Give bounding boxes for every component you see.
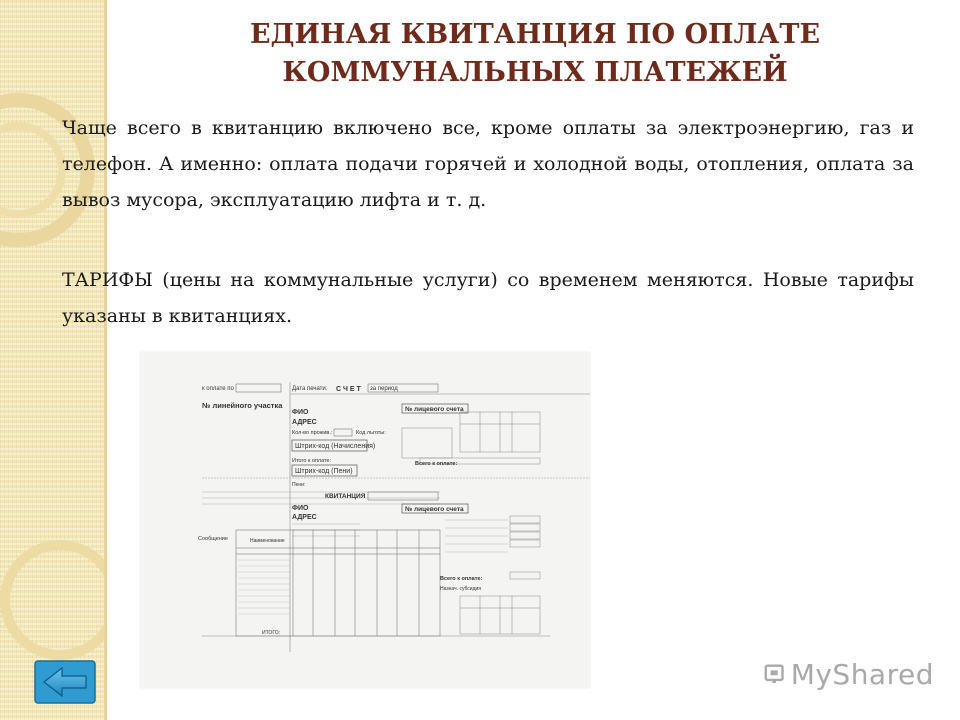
receipt-benefits-code: Код льготы: [356, 430, 386, 436]
slide-title [110, 16, 960, 92]
receipt-label: КВИТАНЦИЯ [325, 493, 366, 500]
receipt-subsidy: Назнач. субсидия [440, 586, 482, 592]
receipt-pay-label: к оплате по [202, 386, 234, 392]
receipt-period-label: за период [370, 386, 398, 392]
receipt-scan-image [140, 352, 590, 688]
receipt-print-date: Дата печати: [292, 386, 328, 392]
mystudy-logo [764, 652, 934, 696]
receipt-grand-total-top: Всего к оплате: [415, 461, 458, 467]
receipt-invoice-label: С Ч Е Т [336, 386, 361, 393]
back-button[interactable] [34, 660, 96, 704]
slide-title-line-1: ЕДИНАЯ КВИТАНЦИЯ ПО ОПЛАТЕ [249, 19, 821, 50]
paragraph-tariffs: ТАРИФЫ (цены на коммунальные услуги) со временем меняются. Новые тарифы указаны в квитанциях. [62, 269, 914, 327]
receipt-penalty: Пени: [292, 482, 306, 488]
receipt-barcode-charges: Штрих-код (Начисления) [295, 443, 376, 450]
receipt-total-to-pay: Итого к оплате: [292, 458, 332, 464]
slide-title-line-2: КОММУНАЛЬНЫХ ПЛАТЕЖЕЙ [282, 57, 788, 88]
receipt-address: АДРЕС [292, 419, 317, 426]
mystudy-logo-icon [764, 656, 787, 692]
mystudy-logo-text: MyShared [790, 657, 934, 691]
receipt-fio-2: ФИО [292, 505, 309, 512]
receipt-grand-total-bottom: Всего к оплате: [440, 576, 483, 582]
receipt-account-no-2: № лицевого счета [405, 506, 464, 513]
receipt-message: Сообщение [198, 536, 228, 542]
side-band-edge [104, 0, 107, 720]
receipt-residents: Кол-во прожив.: [292, 430, 333, 436]
receipt-total-row: ИТОГО: [262, 630, 281, 636]
back-arrow-icon [34, 660, 96, 704]
decorative-side-band [0, 0, 106, 720]
paragraph-included-services: Чаще всего в квитанцию включено все, кроме оплаты за электроэнергию, газ и телефон. А именно: оплата подачи горячей и холодной воды, отопления, оплата за вывоз мусора, эксплуатацию лифта и т. д. [62, 117, 914, 211]
receipt-address-2: АДРЕС [292, 514, 317, 521]
receipt-account-no: № лицевого счета [405, 406, 464, 413]
receipt-service-name: Наименование [250, 538, 285, 544]
receipt-barcode-penalty: Штрих-код (Пени) [295, 468, 353, 475]
decorative-swirl-icon [0, 0, 106, 720]
receipt-fio: ФИО [292, 409, 309, 416]
receipt-district: № линейного участка [202, 401, 283, 410]
